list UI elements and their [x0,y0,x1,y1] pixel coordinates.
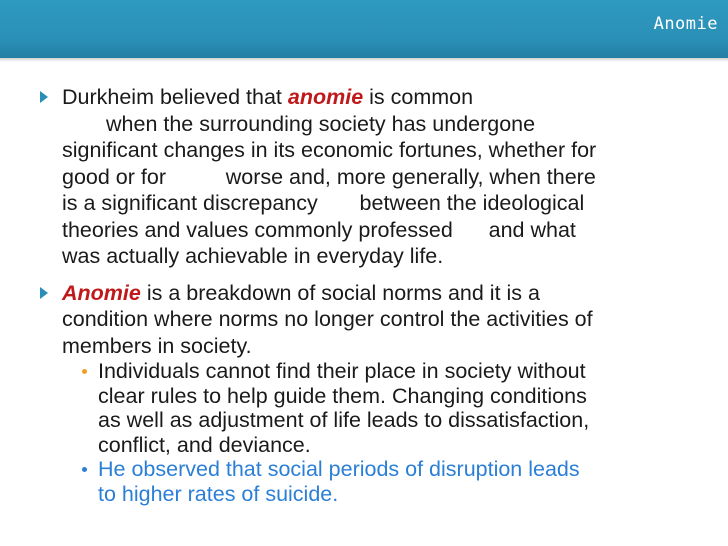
sub-bullet-line: Individuals cannot find their place in society without [98,359,586,383]
sub-bullet-line: to higher rates of suicide. [98,481,339,506]
header-bar [0,0,728,58]
bullet-line: was actually achievable in everyday life. [62,244,444,268]
text-run: is a breakdown of social norms and it is a [140,280,540,305]
bullet-line: significant changes in its economic fortunes, whether for [62,138,597,162]
sub-bullet-individuals [38,359,698,457]
bullet-line: good or for worse and, more generally, when there [62,164,596,189]
bullet-durkheim [38,84,698,270]
bullet-line: theories and values commonly professed and what [62,217,576,242]
bullet-line: members in society. [62,333,252,358]
anomie-emphasis: Anomie [62,280,141,305]
bullet-line [62,280,698,307]
sub-bullet-line: as well as adjustment of life leads to dissatisfaction, [98,408,590,432]
bullet-anomie-definition [38,280,698,360]
sub-bullet-line: conflict, and deviance. [98,432,311,457]
triangle-bullet-icon [40,91,48,103]
sub-bullet-suicide [38,457,698,506]
bullet-line: when the surrounding society has undergone [106,111,536,136]
dot-bullet-icon [82,467,87,472]
bullet-line: condition where norms no longer control the activities of [62,307,593,331]
triangle-bullet-icon [40,287,48,299]
slide-title: Anomie [653,14,718,34]
text-run: is common [363,85,474,109]
bullet-line [62,84,698,111]
dot-bullet-icon [82,369,87,374]
anomie-emphasis: anomie [287,85,364,109]
sub-bullet-line: He observed that social periods of disruption leads [98,457,580,481]
text-run: Durkheim believed that [62,85,288,109]
slide-content [38,84,698,506]
sub-bullet-line: clear rules to help guide them. Changing conditions [98,383,587,408]
bullet-line: is a significant discrepancy between the ideological [62,191,585,215]
